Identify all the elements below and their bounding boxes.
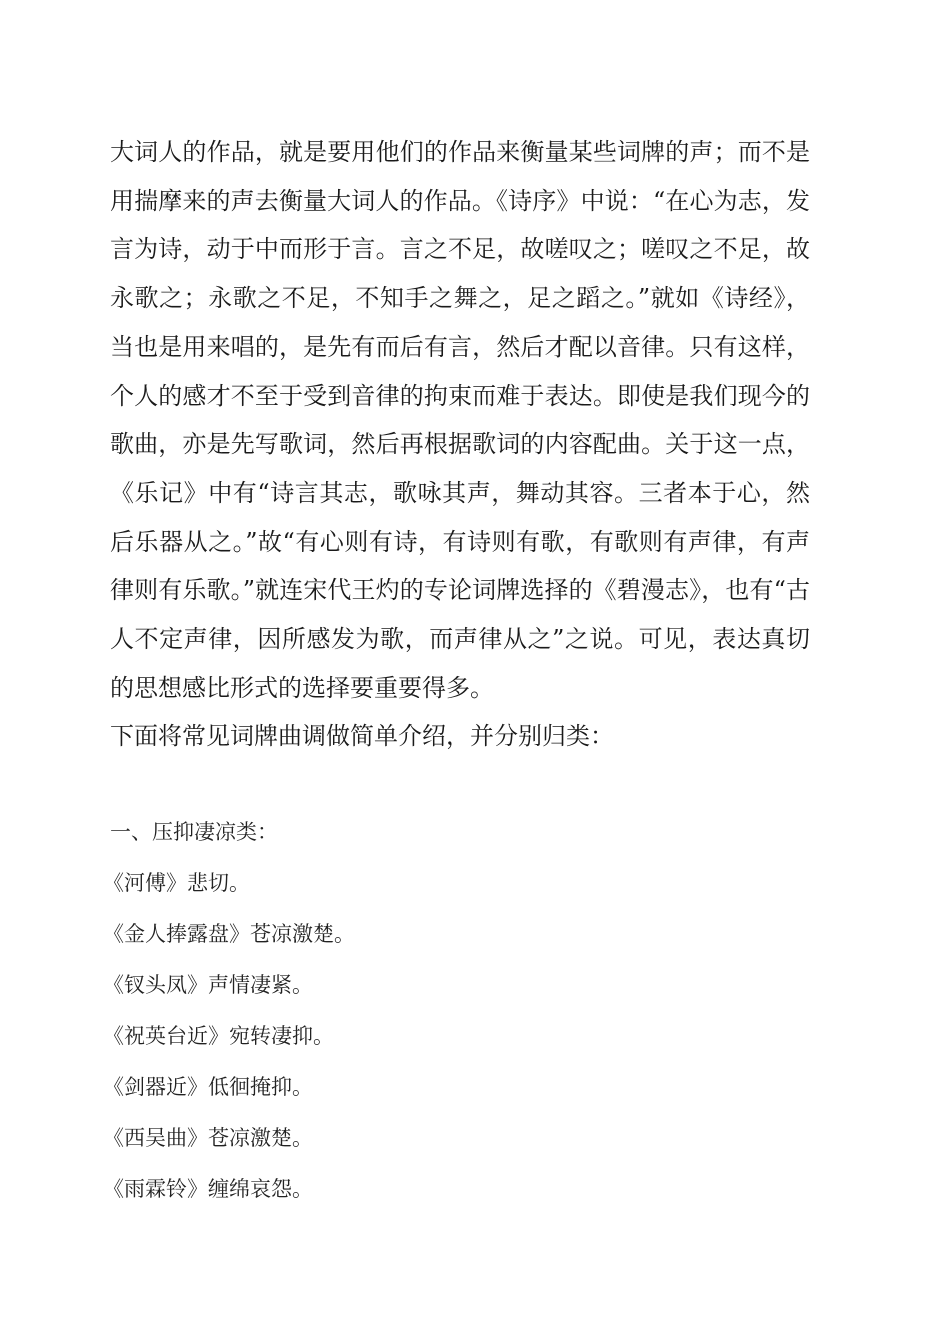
document-page	[103, 128, 810, 1225]
list-item: 《钗头凤》声情凄紧。	[103, 973, 313, 998]
body-paragraph: 大词人的作品，就是要用他们的作品来衡量某些词牌的声；而不是用揣摩来的声去衡量大词人的作品。《诗序》中说：“在心为志，发言为诗，动于中而形于言。言之不足，故嗟叹之；嗟叹之不足，故永歌之；永歌之不足，不知手之舞之，足之蹈之。”就如《诗经》，当也是用来唱的，是先有而后有言，然后才配以音律。只有这样，个人的感才不至于受到音律的拘束而难于表达。即使是我们现今的歌曲，亦是先写歌词，然后再根据歌词的内容配曲。关于这一点，《乐记》中有“诗言其志，歌咏其声，舞动其容。三者本于心，然后乐器从之。”故“有心则有诗，有诗则有歌，有歌则有声律，有声律则有乐歌。”就连宋代王灼的专论词牌选择的《碧漫志》，也有“古人不定声律，因所感发为歌，而声律从之”之说。可见，表达真切的思想感比形式的选择要重要得多。	[110, 138, 810, 702]
list-item: 《河傅》悲切。	[103, 871, 250, 896]
list-item: 《西吴曲》苍凉激楚。	[103, 1126, 313, 1151]
section-title: 一、压抑凄凉类：	[110, 820, 278, 845]
intro-line: 下面将常见词牌曲调做简单介绍，并分别归类：	[110, 722, 614, 751]
list-item: 《剑器近》低徊掩抑。	[103, 1075, 313, 1100]
list-item: 《金人捧露盘》苍凉激楚。	[103, 922, 355, 947]
list-item: 《祝英台近》宛转凄抑。	[103, 1024, 334, 1049]
list-item: 《雨霖铃》缠绵哀怨。	[103, 1177, 313, 1202]
cipai-list	[103, 868, 810, 1204]
